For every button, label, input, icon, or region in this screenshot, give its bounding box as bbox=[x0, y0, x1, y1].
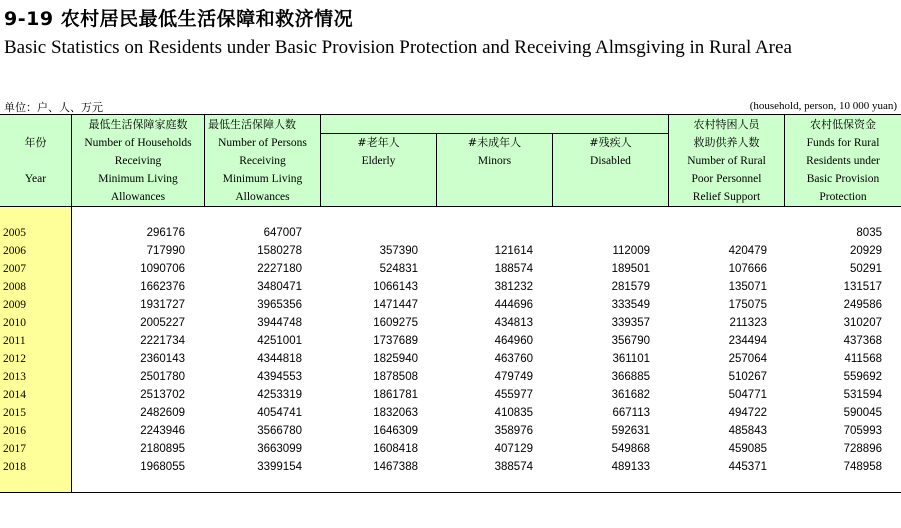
table-cell-year: 2015 bbox=[3, 407, 26, 419]
table-cell-relief: 420479 bbox=[728, 245, 767, 257]
table-cell-funds: 50291 bbox=[850, 263, 882, 275]
unit-label-en: (household, person, 10 000 yuan) bbox=[749, 100, 897, 112]
table-cell-households: 2180895 bbox=[140, 443, 185, 455]
table-cell-households: 2501780 bbox=[140, 371, 185, 383]
table-cell-relief: 257064 bbox=[728, 353, 767, 365]
header-persons-cn: 最低生活保障人数 bbox=[208, 118, 296, 131]
table-cell-funds: 249586 bbox=[843, 299, 882, 311]
table-cell-relief: 234494 bbox=[728, 335, 767, 347]
table-cell-persons: 1580278 bbox=[257, 245, 302, 257]
table-cell-funds: 531594 bbox=[843, 389, 882, 401]
table-cell-minors: 464960 bbox=[494, 335, 533, 347]
table-cell-relief: 107666 bbox=[728, 263, 767, 275]
header-funds-cn: 农村低保资金 bbox=[810, 118, 876, 131]
table-cell-relief: 211323 bbox=[729, 317, 767, 329]
table-cell-minors: 444696 bbox=[494, 299, 533, 311]
table-cell-funds: 8035 bbox=[856, 227, 882, 239]
header-year-en: Year bbox=[24, 173, 47, 185]
table-cell-minors: 381232 bbox=[494, 281, 533, 293]
header-households bbox=[72, 116, 204, 206]
table-cell-households: 2482609 bbox=[140, 407, 185, 419]
table-cell-year: 2008 bbox=[3, 281, 26, 293]
header-minors bbox=[437, 134, 552, 170]
header-relief-en: Poor Personnel bbox=[691, 173, 762, 185]
table-cell-minors: 358976 bbox=[494, 425, 533, 437]
header-relief-cn: 农村特困人员 bbox=[693, 118, 760, 131]
table-cell-year: 2007 bbox=[3, 263, 26, 275]
table-cell-year: 2012 bbox=[3, 353, 26, 365]
table-cell-disabled: 361101 bbox=[612, 353, 650, 365]
table-cell-year: 2014 bbox=[3, 389, 26, 401]
header-elderly bbox=[321, 134, 436, 170]
table-cell-elderly: 357390 bbox=[379, 245, 418, 257]
table-cell-disabled: 339357 bbox=[611, 317, 650, 329]
table-cell-year: 2013 bbox=[3, 371, 26, 383]
table-cell-funds: 728896 bbox=[843, 443, 882, 455]
table-cell-elderly: 1467388 bbox=[373, 461, 418, 473]
table-cell-disabled: 361682 bbox=[611, 389, 650, 401]
table-cell-elderly: 524831 bbox=[379, 263, 418, 275]
table-cell-persons: 3663099 bbox=[257, 443, 302, 455]
table-cell-households: 296176 bbox=[146, 227, 185, 239]
table-cell-disabled: 667113 bbox=[612, 407, 650, 419]
table-cell-year: 2017 bbox=[3, 443, 26, 455]
table-cell-elderly: 1737689 bbox=[373, 335, 418, 347]
table-cell-funds: 411568 bbox=[844, 353, 882, 365]
header-elderly-en: Elderly bbox=[361, 155, 396, 167]
table-title-en: Basic Statistics on Residents under Basic Provision Protection and Receiving Almsgiving in Rural Area bbox=[4, 37, 792, 58]
table-cell-disabled: 489133 bbox=[611, 461, 650, 473]
table-cell-households: 2243946 bbox=[140, 425, 185, 437]
table-cell-year: 2009 bbox=[3, 299, 26, 311]
table-cell-relief: 504771 bbox=[728, 389, 767, 401]
table-cell-elderly: 1646309 bbox=[373, 425, 418, 437]
header-persons-en: Allowances bbox=[235, 191, 290, 203]
header-relief-cn: 救助供养人数 bbox=[693, 136, 760, 149]
header-disabled bbox=[553, 134, 668, 170]
table-title-cn: 9-19 农村居民最低生活保障和救济情况 bbox=[4, 8, 354, 30]
table-cell-minors: 188574 bbox=[494, 263, 533, 275]
table-cell-households: 2005227 bbox=[140, 317, 185, 329]
table-cell-persons: 4394553 bbox=[257, 371, 302, 383]
header-year bbox=[0, 134, 71, 188]
table-cell-persons: 3480471 bbox=[257, 281, 302, 293]
table-cell-minors: 121614 bbox=[494, 245, 533, 257]
header-minors-en: Minors bbox=[477, 155, 512, 167]
table-cell-minors: 388574 bbox=[494, 461, 533, 473]
table-cell-minors: 410835 bbox=[494, 407, 533, 419]
table-cell-year: 2006 bbox=[3, 245, 26, 257]
table-cell-year: 2010 bbox=[3, 317, 26, 329]
table-cell-persons: 3399154 bbox=[257, 461, 302, 473]
table-cell-funds: 20929 bbox=[850, 245, 882, 257]
table-cell-households: 1090706 bbox=[140, 263, 185, 275]
header-persons-en: Receiving bbox=[239, 155, 286, 167]
table-cell-elderly: 1608418 bbox=[373, 443, 418, 455]
table-cell-disabled: 333549 bbox=[611, 299, 650, 311]
header-relief bbox=[669, 116, 784, 206]
table-cell-disabled: 189501 bbox=[611, 263, 650, 275]
table-cell-persons: 2227180 bbox=[257, 263, 302, 275]
table-cell-households: 717990 bbox=[146, 245, 185, 257]
table-cell-funds: 559692 bbox=[843, 371, 882, 383]
table-cell-persons: 3965356 bbox=[257, 299, 302, 311]
table-cell-elderly: 1832063 bbox=[373, 407, 418, 419]
table-bottom-rule bbox=[0, 492, 901, 493]
table-cell-disabled: 366885 bbox=[611, 371, 650, 383]
table-cell-persons: 4054741 bbox=[257, 407, 302, 419]
unit-label-cn: 单位：户、人、万元 bbox=[4, 101, 103, 114]
table-cell-funds: 131517 bbox=[843, 281, 882, 293]
table-cell-relief: 494722 bbox=[728, 407, 767, 419]
table-cell-disabled: 112009 bbox=[612, 245, 650, 257]
table-cell-households: 1968055 bbox=[140, 461, 185, 473]
header-year-cn: 年份 bbox=[24, 136, 47, 149]
table-cell-households: 2360143 bbox=[140, 353, 185, 365]
table-cell-relief: 175075 bbox=[728, 299, 767, 311]
header-relief-en: Number of Rural bbox=[687, 155, 766, 167]
table-cell-elderly: 1609275 bbox=[373, 317, 418, 329]
header-disabled-cn: #残疾人 bbox=[589, 136, 632, 149]
table-cell-elderly: 1861781 bbox=[373, 389, 418, 401]
table-cell-funds: 748958 bbox=[843, 461, 882, 473]
table-cell-year: 2011 bbox=[3, 335, 26, 347]
table-cell-minors: 463760 bbox=[494, 353, 533, 365]
header-disabled-en: Disabled bbox=[590, 155, 631, 167]
table-cell-disabled: 592631 bbox=[611, 425, 650, 437]
header-households-en: Receiving bbox=[114, 155, 162, 167]
header-bottom-rule bbox=[0, 206, 901, 207]
table-cell-relief: 459085 bbox=[728, 443, 767, 455]
header-persons-en: Number of Persons bbox=[218, 137, 307, 149]
table-cell-households: 2221734 bbox=[140, 335, 185, 347]
header-funds-en: Funds for Rural bbox=[806, 137, 880, 149]
header-funds-en: Residents under bbox=[806, 155, 880, 167]
table-cell-minors: 407129 bbox=[494, 443, 533, 455]
table-cell-year: 2005 bbox=[3, 227, 26, 239]
table-cell-funds: 437368 bbox=[843, 335, 882, 347]
table-cell-relief: 485843 bbox=[728, 425, 767, 437]
table-cell-persons: 647007 bbox=[263, 227, 302, 239]
table-cell-relief: 445371 bbox=[728, 461, 767, 473]
table-cell-persons: 4251001 bbox=[257, 335, 302, 347]
table-cell-elderly: 1471447 bbox=[373, 299, 418, 311]
table-cell-elderly: 1066143 bbox=[373, 281, 418, 293]
table-cell-households: 1662376 bbox=[140, 281, 185, 293]
header-funds bbox=[785, 116, 901, 206]
table-cell-relief: 510267 bbox=[728, 371, 767, 383]
header-persons-en: Minimum Living bbox=[222, 173, 303, 185]
header-minors-cn: #未成年人 bbox=[467, 136, 522, 149]
table-cell-year: 2016 bbox=[3, 425, 26, 437]
table-cell-elderly: 1878508 bbox=[373, 371, 418, 383]
table-cell-disabled: 549868 bbox=[611, 443, 650, 455]
header-households-en: Minimum Living bbox=[98, 173, 178, 185]
header-households-cn: 最低生活保障家庭数 bbox=[88, 118, 188, 131]
table-cell-elderly: 1825940 bbox=[373, 353, 418, 365]
header-top-rule bbox=[0, 114, 901, 115]
header-elderly-cn: #老年人 bbox=[357, 136, 400, 149]
table-cell-year: 2018 bbox=[3, 461, 26, 473]
table-cell-persons: 4344818 bbox=[257, 353, 302, 365]
table-cell-persons: 3566780 bbox=[257, 425, 302, 437]
table-cell-minors: 479749 bbox=[494, 371, 533, 383]
table-cell-households: 2513702 bbox=[140, 389, 185, 401]
header-relief-en: Relief Support bbox=[692, 191, 761, 203]
table-cell-relief: 135071 bbox=[728, 281, 767, 293]
header-funds-en: Protection bbox=[819, 191, 867, 203]
header-households-en: Number of Households bbox=[84, 137, 192, 149]
table-cell-households: 1931727 bbox=[140, 299, 185, 311]
table-cell-persons: 4253319 bbox=[257, 389, 302, 401]
table-cell-minors: 434813 bbox=[494, 317, 533, 329]
table-cell-funds: 590045 bbox=[843, 407, 882, 419]
table-cell-disabled: 281579 bbox=[611, 281, 650, 293]
table-cell-minors: 455977 bbox=[494, 389, 533, 401]
table-cell-funds: 310207 bbox=[843, 317, 882, 329]
table-cell-disabled: 356790 bbox=[611, 335, 650, 347]
table-cell-persons: 3944748 bbox=[257, 317, 302, 329]
header-households-en: Allowances bbox=[110, 191, 166, 203]
header-funds-en: Basic Provision bbox=[806, 173, 880, 185]
header-persons bbox=[205, 116, 320, 206]
table-cell-funds: 705993 bbox=[843, 425, 882, 437]
